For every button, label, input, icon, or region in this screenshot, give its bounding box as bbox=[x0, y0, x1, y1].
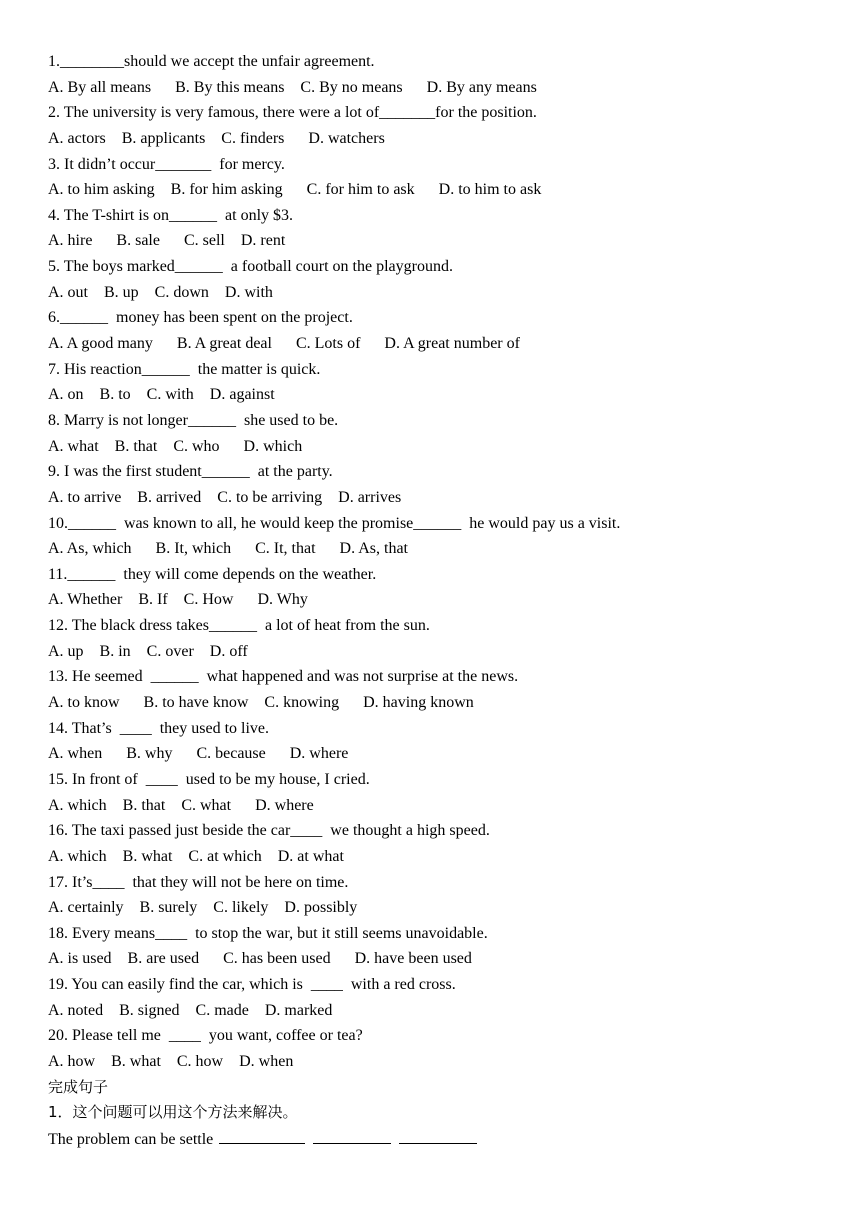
question-list bbox=[48, 49, 838, 1075]
question-11-options: A. Whether B. If C. How D. Why bbox=[48, 591, 308, 609]
question-18-options: A. is used B. are used C. has been used D. have been used bbox=[48, 950, 472, 968]
question-19-options: A. noted B. signed C. made D. marked bbox=[48, 1001, 333, 1019]
question-19: 19. You can easily find the car, which is ____ with a red cross. bbox=[48, 976, 456, 994]
section-item-1-chinese: 1．这个问题可以用这个方法来解决。 bbox=[48, 1103, 298, 1122]
question-2: 2. The university is very famous, there were a lot of_______for the position. bbox=[48, 104, 537, 122]
worksheet bbox=[48, 49, 838, 1152]
question-3: 3. It didn’t occur_______ for mercy. bbox=[48, 155, 285, 173]
section-item-1-english-text: The problem can be settle bbox=[48, 1130, 214, 1148]
question-1: 1.________should we accept the unfair agreement. bbox=[48, 53, 375, 70]
question-17-options: A. certainly B. surely C. likely D. possibly bbox=[48, 899, 358, 917]
question-9-options: A. to arrive B. arrived C. to be arriving D. arrives bbox=[48, 488, 402, 506]
question-4-options: A. hire B. sale C. sell D. rent bbox=[48, 232, 286, 250]
question-14-options: A. when B. why C. because D. where bbox=[48, 745, 349, 763]
question-10-options: A. As, which B. It, which C. It, that D. As, that bbox=[48, 540, 408, 558]
section-title: 完成句子 bbox=[48, 1077, 109, 1096]
question-5-options: A. out B. up C. down D. with bbox=[48, 283, 273, 301]
question-6-options: A. A good many B. A great deal C. Lots of D. A great number of bbox=[48, 335, 520, 353]
answer-blank-3[interactable] bbox=[399, 1126, 477, 1144]
question-7: 7. His reaction______ the matter is quick. bbox=[48, 360, 321, 378]
question-20: 20. Please tell me ____ you want, coffee or tea? bbox=[48, 1027, 363, 1045]
question-13: 13. He seemed ______ what happened and was not surprise at the news. bbox=[48, 668, 519, 686]
question-16-options: A. which B. what C. at which D. at what bbox=[48, 847, 344, 865]
answer-blank-1[interactable] bbox=[219, 1126, 305, 1144]
question-2-options: A. actors B. applicants C. finders D. watchers bbox=[48, 129, 385, 147]
question-15: 15. In front of ____ used to be my house, I cried. bbox=[48, 770, 370, 788]
section-item-1-english bbox=[48, 1126, 838, 1152]
question-3-options: A. to him asking B. for him asking C. for him to ask D. to him to ask bbox=[48, 181, 542, 199]
question-7-options: A. on B. to C. with D. against bbox=[48, 386, 275, 404]
question-4: 4. The T-shirt is on______ at only $3. bbox=[48, 206, 294, 224]
question-14: 14. That’s ____ they used to live. bbox=[48, 719, 270, 737]
question-11: 11.______ they will come depends on the weather. bbox=[48, 565, 377, 583]
question-6: 6.______ money has been spent on the project. bbox=[48, 309, 353, 327]
question-17: 17. It’s____ that they will not be here on time. bbox=[48, 873, 349, 891]
question-8-options: A. what B. that C. who D. which bbox=[48, 437, 303, 455]
question-9: 9. I was the first student______ at the party. bbox=[48, 463, 333, 481]
question-1-options: A. By all means B. By this means C. By no means D. By any means bbox=[48, 78, 537, 96]
question-12-options: A. up B. in C. over D. off bbox=[48, 642, 248, 660]
question-20-options: A. how B. what C. how D. when bbox=[48, 1052, 294, 1070]
question-12: 12. The black dress takes______ a lot of heat from the sun. bbox=[48, 617, 430, 635]
question-15-options: A. which B. that C. what D. where bbox=[48, 796, 314, 814]
question-8: 8. Marry is not longer______ she used to be. bbox=[48, 411, 339, 429]
question-10: 10.______ was known to all, he would keep the promise______ he would pay us a visit. bbox=[48, 514, 621, 532]
question-13-options: A. to know B. to have know C. knowing D. having known bbox=[48, 694, 474, 712]
question-18: 18. Every means____ to stop the war, but it still seems unavoidable. bbox=[48, 924, 488, 942]
question-16: 16. The taxi passed just beside the car____ we thought a high speed. bbox=[48, 822, 490, 840]
answer-blank-2[interactable] bbox=[313, 1126, 391, 1144]
question-5: 5. The boys marked______ a football court on the playground. bbox=[48, 258, 453, 276]
